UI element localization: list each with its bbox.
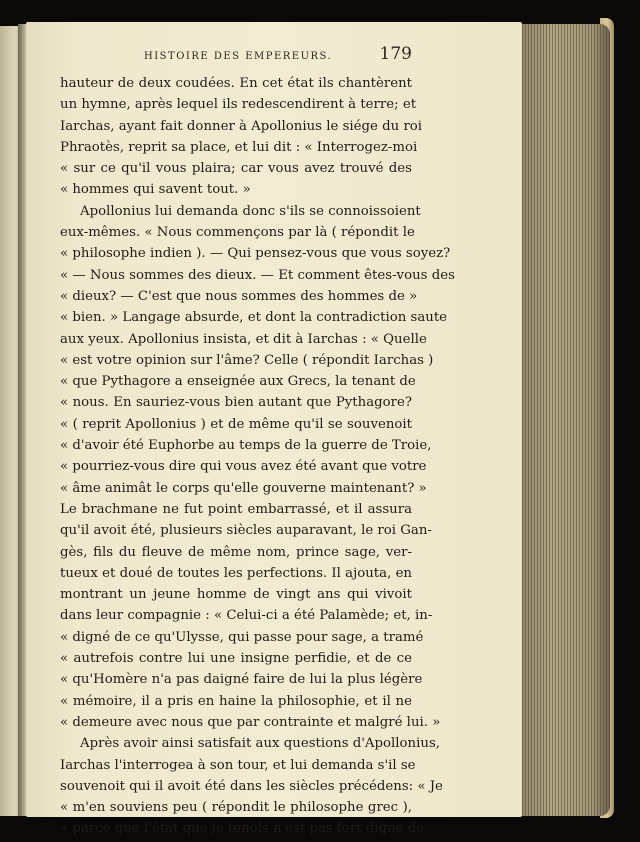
- text-line: « bien. » Langage absurde, et dont la contradiction saute: [60, 310, 448, 326]
- text-line: « est votre opinion sur l'âme? Celle ( répondit Iarchas ): [60, 352, 434, 368]
- text-line: montrant un jeune homme de vingt ans qui vivoit: [60, 587, 412, 603]
- text-line: « âme animât le corps qu'elle gouverne maintenant? »: [60, 480, 427, 496]
- text-line: « digné de ce qu'Ulysse, qui passe pour sage, a tramé: [60, 629, 424, 645]
- text-line: hauteur de deux coudées. En cet état ils chantèrent: [60, 76, 412, 91]
- page-number: 179: [379, 44, 412, 64]
- text-line: qu'il avoit été, plusieurs siècles auparavant, le roi Gan-: [60, 523, 432, 539]
- text-line: Phraotès, reprit sa place, et lui dit : « Interrogez-moi: [60, 139, 418, 155]
- body-text: [60, 73, 455, 840]
- text-line: « dieux? — C'est que nous sommes des hommes de »: [60, 288, 418, 304]
- text-line: « — Nous sommes des dieux. — Et comment êtes-vous des: [60, 267, 455, 283]
- text-line: « que Pythagore a enseignée aux Grecs, la tenant de: [60, 374, 416, 390]
- text-line: un hymne, après lequel ils redescendirent à terre; et: [60, 97, 417, 113]
- text-line: Iarchas, ayant fait donner à Apollonius le siége du roi: [60, 118, 423, 134]
- text-line: « autrefois contre lui une insigne perfidie, et de ce: [60, 651, 412, 667]
- text-line: « parce que l'état que je tenois n'est pas fort digne de: [60, 821, 425, 837]
- text-line: eux-mêmes. « Nous commençons par là ( répondit le: [60, 225, 415, 241]
- text-line: « sur ce qu'il vous plaira; car vous avez trouvé des: [60, 161, 412, 177]
- text-line: « pourriez-vous dire qui vous avez été avant que votre: [60, 459, 427, 475]
- text-line: « d'avoir été Euphorbe au temps de la guerre de Troie,: [60, 438, 432, 454]
- text-line: aux yeux. Apollonius insista, et dit à Iarchas : « Quelle: [60, 331, 427, 347]
- text-line: « demeure avec nous que par contrainte et malgré lui. »: [60, 714, 441, 730]
- text-line: « qu'Homère n'a pas daigné faire de lui la plus légère: [60, 672, 423, 688]
- text-line: « mémoire, il a pris en haine la philosophie, et il ne: [60, 693, 412, 709]
- text-line: Apollonius lui demanda donc s'ils se connoissoient: [80, 203, 421, 219]
- page-header: [60, 44, 412, 68]
- text-line: Après avoir ainsi satisfait aux questions d'Apollonius,: [80, 736, 440, 752]
- page-fore-edge: [516, 24, 610, 816]
- text-line: « m'en souviens peu ( répondit le philosophe grec ),: [60, 800, 412, 816]
- text-line: souvenoit qui il avoit été dans les siècles précédens: « Je: [60, 778, 443, 794]
- running-title: HISTOIRE DES EMPEREURS.: [144, 51, 333, 62]
- text-line: « philosophe indien ). — Qui pensez-vous que vous soyez?: [60, 246, 451, 262]
- text-line: « nous. En sauriez-vous bien autant que Pythagore?: [60, 395, 412, 411]
- text-line: gès, fils du fleuve de même nom, prince sage, ver-: [60, 544, 412, 560]
- text-line: Iarchas l'interrogea à son tour, et lui demanda s'il se: [60, 757, 416, 773]
- text-line: Le brachmane ne fut point embarrassé, et il assura: [60, 501, 412, 517]
- text-line: « ( reprit Apollonius ) et de même qu'il se souvenoit: [60, 416, 412, 432]
- text-line: « hommes qui savent tout. »: [60, 182, 251, 198]
- text-line: dans leur compagnie : « Celui-ci a été Palamède; et, in-: [60, 608, 433, 624]
- text-line: tueux et doué de toutes les perfections. Il ajouta, en: [60, 565, 412, 581]
